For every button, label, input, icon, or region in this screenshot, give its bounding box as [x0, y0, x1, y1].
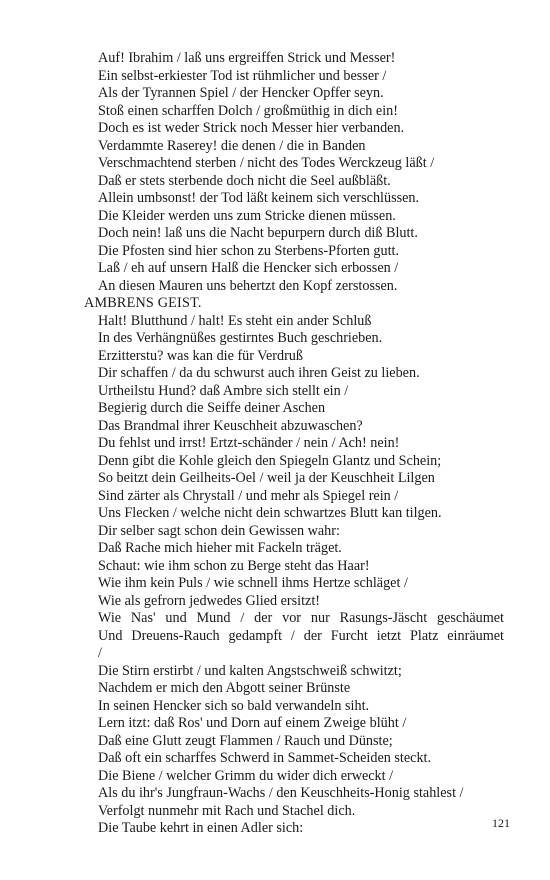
verse-line: Denn gibt die Kohle gleich den Spiegeln Glantz und Schein;	[98, 452, 442, 469]
verse-line: Daß oft ein scharffes Schwerd in Sammet-Scheiden steckt.	[98, 750, 432, 766]
verse-line: Verdammte Raserey! die denen / die in Banden	[98, 137, 366, 154]
verse-line: Doch nein! laß uns die Nacht bepurpern durch diß Blutt.	[98, 225, 418, 241]
verse-line: Lern itzt: daß Ros' und Dorn auf einem Zweige blüht /	[98, 715, 407, 731]
verse-line: Auf! Ibrahim / laß uns ergreiffen Strick und Messer!	[98, 50, 396, 66]
verse-line: Begierig durch die Seiffe deiner Aschen	[98, 400, 326, 416]
verse-line: In seinen Hencker sich so bald verwandeln siht.	[98, 697, 370, 714]
verse-line: Daß er stets sterbende doch nicht die Seel außbläßt.	[98, 172, 391, 189]
verse-line: Dir schaffen / da du schwurst auch ihren Geist zu lieben.	[98, 365, 420, 381]
verse-line: Die Pfosten sind hier schon zu Sterbens-Pforten gutt.	[98, 242, 400, 259]
verse-line: Sind zärter als Chrystall / und mehr als Spiegel rein /	[98, 487, 399, 504]
verse-line: Und Dreuens-Rauch gedampft / der Furcht ietzt Platz einräumet	[98, 627, 504, 644]
verse-line: Wie Nas' und Mund / der vor nur Rasungs-Jäscht geschäumet	[98, 610, 504, 626]
speaker-heading: AMBRENS GEIST.	[84, 295, 202, 311]
verse-line: Die Kleider werden uns zum Stricke dienen müssen.	[98, 207, 396, 224]
verse-line: Daß Rache mich hieher mit Fackeln träget.	[98, 540, 342, 556]
verse-line: An diesen Mauren uns behertzt den Kopf zerstossen.	[98, 277, 398, 294]
verse-line: Daß eine Glutt zeugt Flammen / Rauch und Dünste;	[98, 732, 393, 749]
verse-line: Urtheilstu Hund? daß Ambre sich stellt ein /	[98, 382, 349, 399]
verse-line: Dir selber sagt schon dein Gewissen wahr:	[98, 522, 340, 539]
verse-line: Laß / eh auf unsern Halß die Hencker sich erbossen /	[98, 260, 399, 276]
verse-line: Als du ihr's Jungfraun-Wachs / den Keuschheits-Honig stahlest /	[98, 785, 464, 801]
verse-line: Als der Tyrannen Spiel / der Hencker Opffer seyn.	[98, 85, 384, 101]
verse-line: Ein selbst-erkiester Tod ist rühmlicher und besser /	[98, 67, 387, 84]
page-number: 121	[492, 816, 510, 830]
verse-line: /	[98, 645, 102, 661]
verse-line: Schaut: wie ihm schon zu Berge steht das Haar!	[98, 557, 370, 574]
verse-line: Nachdem er mich den Abgott seiner Brünste	[98, 680, 351, 696]
verse-line: Wie als gefrorn jedwedes Glied ersitzt!	[98, 592, 321, 609]
verse-line: Du fehlst und irrst! Ertzt-schänder / nein / Ach! nein!	[98, 435, 400, 451]
verse-line: Verschmachtend sterben / nicht des Todes Werckzeug läßt /	[98, 155, 435, 171]
verse-line: Die Stirn erstirbt / und kalten Angstschweiß schwitzt;	[98, 662, 402, 679]
verse-line: So beitzt dein Geilheits-Oel / weil ja der Keuschheit Lilgen	[98, 470, 435, 486]
verse-line: In des Verhängnüßes gestirntes Buch geschrieben.	[98, 330, 383, 346]
verse-line: Wie ihm kein Puls / wie schnell ihms Hertze schläget /	[98, 575, 408, 591]
verse-line: Stoß einen scharffen Dolch / großmüthig in dich ein!	[98, 102, 398, 119]
verse-line: Uns Flecken / welche nicht dein schwartzes Blutt kan tilgen.	[98, 505, 442, 521]
verse-text	[84, 50, 504, 838]
verse-line: Allein umbsonst! der Tod läßt keinem sich verschlüssen.	[98, 190, 420, 206]
verse-line: Erzitterstu? was kan die für Verdruß	[98, 347, 303, 364]
verse-line: Das Brandmal ihrer Keuschheit abzuwaschen?	[98, 417, 363, 434]
verse-line: Die Taube kehrt in einen Adler sich:	[98, 820, 304, 836]
verse-line: Doch es ist weder Strick noch Messer hier verbanden.	[98, 120, 405, 136]
verse-line: Die Biene / welcher Grimm du wider dich erweckt /	[98, 767, 394, 784]
verse-line: Halt! Blutthund / halt! Es steht ein ander Schluß	[98, 312, 372, 329]
verse-line: Verfolgt nunmehr mit Rach und Stachel dich.	[98, 802, 356, 819]
